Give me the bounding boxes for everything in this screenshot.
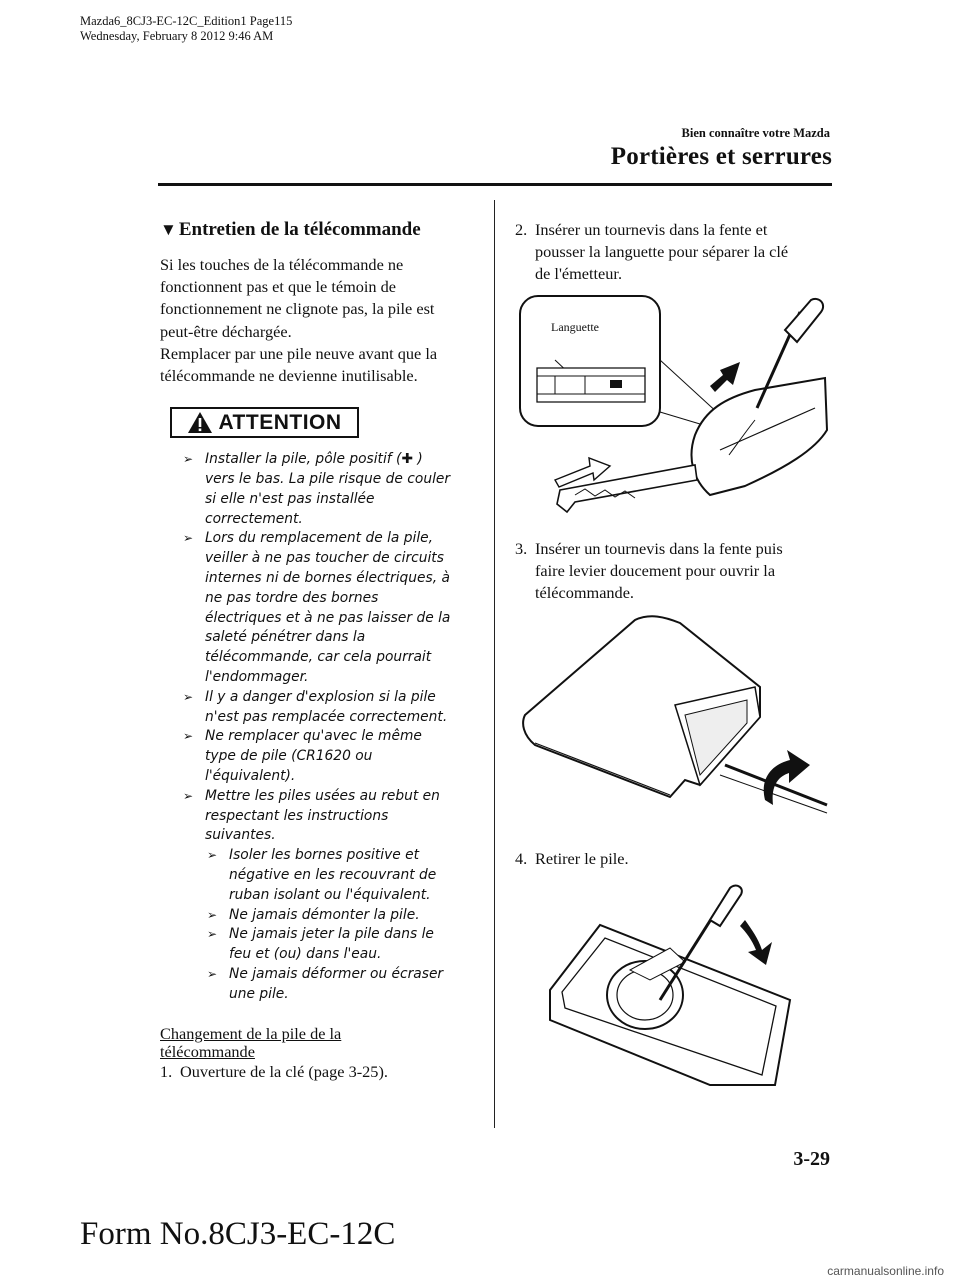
warning-line: feu et (ou) dans l'eau. [229, 946, 382, 963]
intro-line: fonctionnement ne clignote pas, la pile est [160, 299, 435, 319]
step-line: faire levier doucement pour ouvrir la [535, 561, 776, 581]
page-number: 3-29 [793, 1148, 830, 1170]
warning-line: Ne jamais démonter la pile. [229, 906, 420, 923]
sub-warning-item [205, 846, 482, 905]
step-number: 4. [515, 849, 528, 868]
left-column [160, 219, 482, 1083]
warning-line: correctement. [205, 510, 303, 527]
warning-list [160, 450, 482, 1004]
section-label: Bien connaître votre Mazda [681, 126, 830, 140]
warning-line: négative en les recouvrant de [229, 866, 437, 883]
arrow-bullet-icon: ➢ [183, 531, 194, 546]
step-4-text: Retirer le pile. [535, 849, 629, 868]
intro-line: peut-être déchargée. [160, 321, 292, 341]
warning-item [181, 727, 482, 786]
warning-line: électriques et à ne pas laisser de la [205, 609, 451, 626]
warning-item [181, 529, 482, 687]
warning-line: télécommande, car cela pourrait [205, 649, 432, 666]
warning-item [181, 787, 482, 1005]
figure-remove-battery [540, 880, 810, 1090]
step-number: 2. [515, 220, 528, 239]
step-1-text: Ouverture de la clé (page 3-25). [180, 1061, 388, 1081]
arrow-bullet-icon: ➢ [183, 689, 194, 704]
warning-line: Installer la pile, pôle positif (✚ ) [205, 451, 423, 468]
section-title: Portières et serrures [610, 143, 832, 170]
print-header [80, 14, 292, 44]
step-4 [515, 848, 835, 870]
step-line: pousser la languette pour séparer la clé [535, 242, 789, 262]
warning-line: Il y a danger d'explosion si la pile [205, 688, 436, 705]
warning-item [181, 450, 482, 529]
intro-paragraph [160, 254, 482, 387]
sub-warning-item [205, 925, 482, 965]
warning-line: Mettre les piles usées au rebut en [205, 787, 440, 804]
warning-item [181, 688, 482, 728]
step-line: Insérer un tournevis dans la fente et [535, 220, 768, 239]
step-2 [515, 219, 835, 286]
warning-line: Ne jamais déformer ou écraser [229, 965, 444, 982]
figure-label-languette: Languette [551, 320, 599, 334]
arrow-bullet-icon: ➢ [207, 907, 218, 922]
triangle-marker-icon: ▼ [160, 220, 177, 239]
warning-line: type de pile (CR1620 ou [205, 748, 373, 765]
warning-line: une pile. [229, 985, 289, 1002]
warning-line: l'équivalent). [205, 767, 296, 784]
print-header-line1: Mazda6_8CJ3-EC-12C_Edition1 Page115 [80, 14, 293, 28]
warning-line: ruban isolant ou l'équivalent. [229, 886, 431, 903]
attention-box [170, 407, 359, 438]
warning-line: Ne remplacer qu'avec le même [205, 728, 422, 745]
intro-line: fonctionnent pas et que le témoin de [160, 277, 397, 297]
step-line: Insérer un tournevis dans la fente puis [535, 539, 783, 558]
step-3 [515, 538, 835, 605]
arrow-bullet-icon: ➢ [207, 848, 218, 863]
sub-warning-item [205, 965, 482, 1005]
arrow-bullet-icon: ➢ [207, 966, 218, 981]
figure-open-remote [515, 615, 835, 815]
step-number: 3. [515, 539, 528, 558]
warning-line: Isoler les bornes positive et [229, 847, 420, 864]
sub-heading-text: Entretien de la télécommande [178, 219, 421, 240]
arrow-bullet-icon: ➢ [183, 452, 194, 467]
column-divider [494, 200, 495, 1128]
watermark: carmanualsonline.info [827, 1264, 944, 1278]
step-line: de l'émetteur. [535, 264, 623, 284]
arrow-bullet-icon: ➢ [183, 729, 194, 744]
arrow-bullet-icon: ➢ [183, 788, 194, 803]
warning-line: Ne jamais jeter la pile dans le [229, 926, 434, 943]
right-column [515, 219, 835, 286]
warning-line: si elle n'est pas installée [205, 490, 375, 507]
sub-warning-list [205, 846, 482, 1004]
warning-line: internes ni de bornes électriques, à [205, 570, 450, 586]
warning-line: n'est pas remplacée correctement. [205, 708, 448, 725]
sub-warning-item [205, 906, 482, 926]
warning-line: respectant les instructions [205, 807, 389, 824]
change-heading-line: Changement de la pile de la [160, 1023, 342, 1043]
form-number: Form No.8CJ3-EC-12C [80, 1216, 396, 1252]
intro-line: télécommande ne devienne inutilisable. [160, 366, 418, 386]
warning-line: suivantes. [205, 827, 276, 844]
change-heading-line: télécommande [160, 1041, 255, 1061]
warning-line: ne pas tordre des bornes [205, 589, 379, 606]
intro-line: Si les touches de la télécommande ne [160, 255, 404, 274]
warning-line: saleté pénétrer dans la [205, 629, 366, 646]
step-1 [160, 1061, 482, 1083]
step-number: 1. [160, 1061, 173, 1081]
sub-heading [160, 219, 482, 241]
arrow-bullet-icon: ➢ [207, 927, 218, 942]
attention-label: ATTENTION [218, 410, 342, 434]
print-header-line2: Wednesday, February 8 2012 9:46 AM [80, 29, 274, 43]
warning-triangle-icon [187, 411, 213, 434]
warning-line: vers le bas. La pile risque de couler [205, 471, 451, 488]
warning-line: Lors du remplacement de la pile, [205, 530, 434, 547]
header-rule [158, 183, 832, 186]
intro-line: Remplacer par une pile neuve avant que la [160, 343, 438, 363]
step-line: télécommande. [535, 583, 634, 603]
warning-line: veiller à ne pas toucher de circuits [205, 550, 444, 567]
warning-line: l'endommager. [205, 668, 309, 685]
inset-detail-frame [520, 296, 660, 426]
change-battery-heading [160, 1025, 482, 1061]
